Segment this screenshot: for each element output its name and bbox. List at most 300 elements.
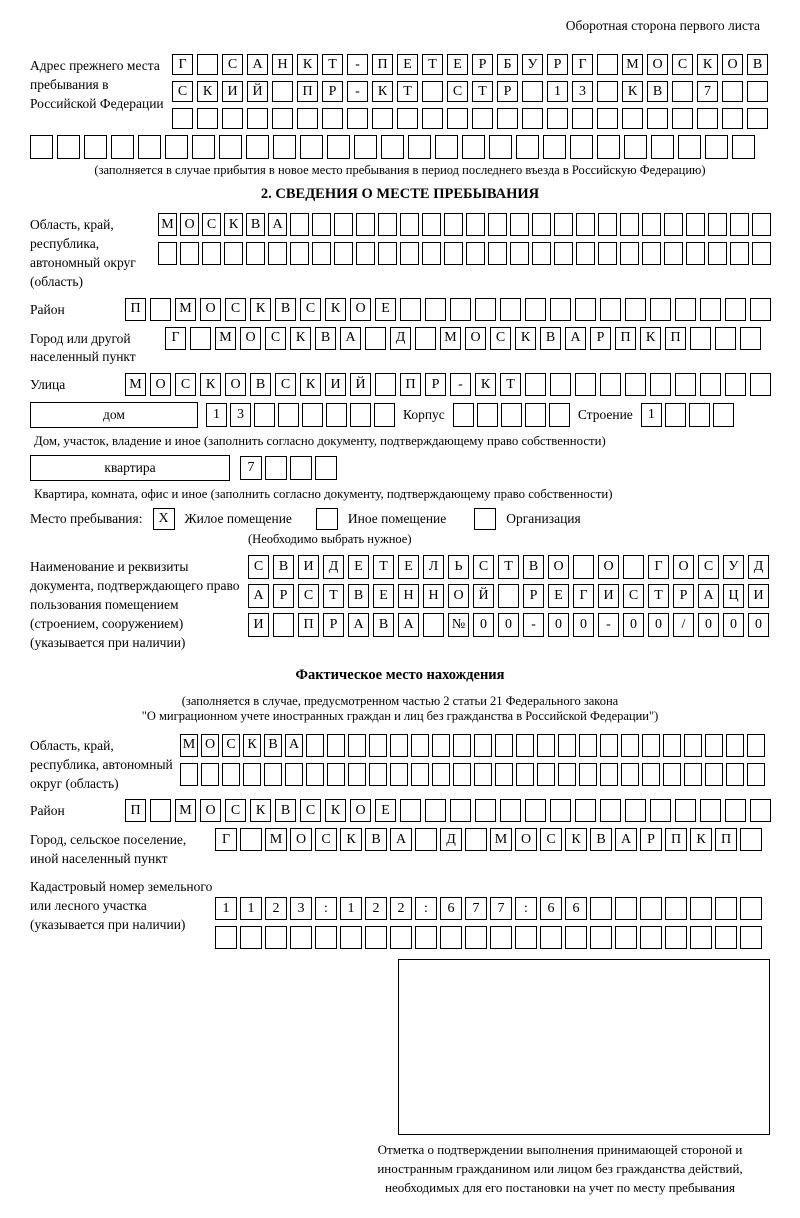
char-cell[interactable] [422, 108, 443, 129]
char-cell[interactable]: 2 [365, 897, 387, 920]
char-cell[interactable]: 1 [240, 897, 262, 920]
char-cell[interactable] [243, 763, 261, 786]
char-cell[interactable] [730, 213, 749, 236]
char-cell[interactable]: Р [640, 828, 662, 851]
char-cell[interactable]: 0 [723, 613, 744, 637]
char-cell[interactable]: О [548, 555, 569, 579]
char-cell[interactable] [740, 926, 762, 949]
char-cell[interactable]: А [698, 584, 719, 608]
char-cell[interactable]: О [350, 799, 371, 822]
char-cell[interactable]: Т [397, 81, 418, 102]
char-cell[interactable] [621, 763, 639, 786]
char-cell[interactable]: Ц [723, 584, 744, 608]
char-cell[interactable]: Г [165, 327, 186, 350]
char-cell[interactable]: К [200, 373, 221, 396]
char-cell[interactable]: К [475, 373, 496, 396]
char-cell[interactable] [715, 897, 737, 920]
char-cell[interactable] [597, 135, 620, 159]
char-cell[interactable] [686, 213, 705, 236]
char-cell[interactable] [475, 799, 496, 822]
char-cell[interactable]: : [415, 897, 437, 920]
char-cell[interactable] [590, 897, 612, 920]
char-cell[interactable] [597, 108, 618, 129]
char-cell[interactable] [715, 327, 736, 350]
char-cell[interactable] [615, 897, 637, 920]
char-cell[interactable] [374, 403, 395, 427]
char-cell[interactable] [705, 135, 728, 159]
char-cell[interactable]: К [690, 828, 712, 851]
char-cell[interactable] [246, 242, 265, 265]
char-cell[interactable] [444, 213, 463, 236]
char-cell[interactable]: О [200, 799, 221, 822]
char-cell[interactable]: Й [473, 584, 494, 608]
char-cell[interactable]: М [180, 734, 198, 757]
char-cell[interactable] [327, 734, 345, 757]
organization-checkbox[interactable] [474, 508, 496, 530]
char-cell[interactable] [550, 298, 571, 321]
char-cell[interactable]: 1 [215, 897, 237, 920]
char-cell[interactable] [264, 763, 282, 786]
char-cell[interactable]: К [197, 81, 218, 102]
char-cell[interactable] [290, 926, 312, 949]
char-cell[interactable] [740, 897, 762, 920]
char-cell[interactable]: 7 [697, 81, 718, 102]
char-cell[interactable] [747, 81, 768, 102]
char-cell[interactable] [575, 373, 596, 396]
char-cell[interactable] [705, 734, 723, 757]
char-cell[interactable] [327, 763, 345, 786]
char-cell[interactable] [740, 828, 762, 851]
char-cell[interactable]: А [285, 734, 303, 757]
char-cell[interactable] [240, 828, 262, 851]
char-cell[interactable]: Е [548, 584, 569, 608]
char-cell[interactable]: Т [373, 555, 394, 579]
char-cell[interactable] [400, 242, 419, 265]
char-cell[interactable]: № [448, 613, 469, 637]
char-cell[interactable] [462, 135, 485, 159]
char-cell[interactable] [747, 108, 768, 129]
char-cell[interactable] [197, 54, 218, 75]
char-cell[interactable] [543, 135, 566, 159]
char-cell[interactable] [453, 763, 471, 786]
char-cell[interactable] [411, 734, 429, 757]
char-cell[interactable] [84, 135, 107, 159]
char-cell[interactable] [356, 213, 375, 236]
char-cell[interactable]: Н [423, 584, 444, 608]
char-cell[interactable]: Р [523, 584, 544, 608]
char-cell[interactable]: Р [323, 613, 344, 637]
char-cell[interactable]: А [348, 613, 369, 637]
char-cell[interactable]: А [248, 584, 269, 608]
char-cell[interactable]: С [225, 799, 246, 822]
char-cell[interactable]: О [290, 828, 312, 851]
char-cell[interactable]: В [264, 734, 282, 757]
char-cell[interactable] [579, 734, 597, 757]
char-cell[interactable] [423, 613, 444, 637]
char-cell[interactable] [672, 108, 693, 129]
char-cell[interactable] [576, 213, 595, 236]
char-cell[interactable] [465, 828, 487, 851]
char-cell[interactable] [400, 799, 421, 822]
house-type-box[interactable]: дом [30, 402, 198, 428]
char-cell[interactable]: Н [272, 54, 293, 75]
char-cell[interactable]: Д [323, 555, 344, 579]
char-cell[interactable] [732, 135, 755, 159]
char-cell[interactable] [268, 242, 287, 265]
char-cell[interactable] [598, 242, 617, 265]
char-cell[interactable]: П [298, 613, 319, 637]
char-cell[interactable] [306, 763, 324, 786]
char-cell[interactable]: С [172, 81, 193, 102]
char-cell[interactable] [415, 828, 437, 851]
char-cell[interactable] [246, 135, 269, 159]
char-cell[interactable] [435, 135, 458, 159]
char-cell[interactable] [615, 926, 637, 949]
char-cell[interactable]: М [490, 828, 512, 851]
char-cell[interactable] [665, 897, 687, 920]
char-cell[interactable] [422, 81, 443, 102]
char-cell[interactable]: Р [425, 373, 446, 396]
char-cell[interactable]: 1 [340, 897, 362, 920]
char-cell[interactable] [150, 799, 171, 822]
char-cell[interactable] [678, 135, 701, 159]
char-cell[interactable]: В [373, 613, 394, 637]
char-cell[interactable]: О [722, 54, 743, 75]
char-cell[interactable] [477, 403, 498, 427]
char-cell[interactable] [222, 763, 240, 786]
char-cell[interactable]: Е [348, 555, 369, 579]
char-cell[interactable]: С [175, 373, 196, 396]
char-cell[interactable]: К [243, 734, 261, 757]
char-cell[interactable] [663, 763, 681, 786]
char-cell[interactable]: М [158, 213, 177, 236]
char-cell[interactable]: 7 [465, 897, 487, 920]
char-cell[interactable]: К [290, 327, 311, 350]
char-cell[interactable]: П [400, 373, 421, 396]
char-cell[interactable] [620, 242, 639, 265]
char-cell[interactable] [138, 135, 161, 159]
char-cell[interactable]: В [523, 555, 544, 579]
char-cell[interactable]: В [273, 555, 294, 579]
char-cell[interactable] [350, 403, 371, 427]
char-cell[interactable]: С [298, 584, 319, 608]
char-cell[interactable]: У [723, 555, 744, 579]
char-cell[interactable]: В [747, 54, 768, 75]
char-cell[interactable] [375, 373, 396, 396]
char-cell[interactable] [650, 799, 671, 822]
char-cell[interactable] [369, 734, 387, 757]
char-cell[interactable] [247, 108, 268, 129]
char-cell[interactable] [554, 242, 573, 265]
char-cell[interactable] [215, 926, 237, 949]
char-cell[interactable]: 7 [490, 897, 512, 920]
char-cell[interactable] [565, 926, 587, 949]
char-cell[interactable]: Ь [448, 555, 469, 579]
char-cell[interactable]: Р [497, 81, 518, 102]
char-cell[interactable] [290, 213, 309, 236]
char-cell[interactable] [327, 135, 350, 159]
char-cell[interactable] [397, 108, 418, 129]
char-cell[interactable] [664, 242, 683, 265]
char-cell[interactable]: Л [423, 555, 444, 579]
char-cell[interactable]: В [275, 799, 296, 822]
char-cell[interactable] [240, 926, 262, 949]
char-cell[interactable] [697, 108, 718, 129]
char-cell[interactable]: К [297, 54, 318, 75]
char-cell[interactable] [622, 108, 643, 129]
char-cell[interactable] [747, 763, 765, 786]
char-cell[interactable] [550, 799, 571, 822]
char-cell[interactable] [525, 373, 546, 396]
char-cell[interactable] [453, 403, 474, 427]
char-cell[interactable]: - [347, 81, 368, 102]
char-cell[interactable]: В [275, 298, 296, 321]
char-cell[interactable]: О [647, 54, 668, 75]
residential-checkbox[interactable]: X [153, 508, 175, 530]
char-cell[interactable] [30, 135, 53, 159]
char-cell[interactable] [730, 242, 749, 265]
char-cell[interactable]: С [540, 828, 562, 851]
char-cell[interactable]: 0 [473, 613, 494, 637]
char-cell[interactable] [650, 298, 671, 321]
char-cell[interactable] [192, 135, 215, 159]
char-cell[interactable]: К [224, 213, 243, 236]
char-cell[interactable] [180, 763, 198, 786]
char-cell[interactable]: А [268, 213, 287, 236]
char-cell[interactable] [510, 213, 529, 236]
char-cell[interactable]: 3 [290, 897, 312, 920]
char-cell[interactable]: А [398, 613, 419, 637]
char-cell[interactable]: И [298, 555, 319, 579]
char-cell[interactable]: В [647, 81, 668, 102]
char-cell[interactable]: С [222, 734, 240, 757]
char-cell[interactable] [224, 242, 243, 265]
char-cell[interactable] [315, 926, 337, 949]
char-cell[interactable]: 6 [440, 897, 462, 920]
char-cell[interactable] [466, 242, 485, 265]
char-cell[interactable]: С [202, 213, 221, 236]
char-cell[interactable]: Г [573, 584, 594, 608]
char-cell[interactable]: С [248, 555, 269, 579]
char-cell[interactable] [558, 763, 576, 786]
char-cell[interactable]: 1 [547, 81, 568, 102]
char-cell[interactable]: С [490, 327, 511, 350]
char-cell[interactable] [690, 327, 711, 350]
char-cell[interactable] [158, 242, 177, 265]
char-cell[interactable] [690, 926, 712, 949]
char-cell[interactable]: М [265, 828, 287, 851]
char-cell[interactable] [422, 213, 441, 236]
char-cell[interactable] [708, 242, 727, 265]
char-cell[interactable] [621, 734, 639, 757]
char-cell[interactable]: Д [440, 828, 462, 851]
char-cell[interactable] [722, 81, 743, 102]
char-cell[interactable]: О [180, 213, 199, 236]
char-cell[interactable] [700, 298, 721, 321]
char-cell[interactable] [600, 734, 618, 757]
char-cell[interactable] [180, 242, 199, 265]
other-premises-checkbox[interactable] [316, 508, 338, 530]
char-cell[interactable]: В [348, 584, 369, 608]
confirmation-mark-box[interactable] [398, 959, 770, 1135]
char-cell[interactable] [715, 926, 737, 949]
char-cell[interactable]: С [672, 54, 693, 75]
char-cell[interactable]: П [665, 327, 686, 350]
char-cell[interactable] [752, 213, 771, 236]
char-cell[interactable]: 7 [240, 456, 262, 480]
char-cell[interactable]: Д [748, 555, 769, 579]
char-cell[interactable] [273, 613, 294, 637]
char-cell[interactable] [576, 242, 595, 265]
char-cell[interactable] [450, 298, 471, 321]
char-cell[interactable] [663, 734, 681, 757]
char-cell[interactable]: - [598, 613, 619, 637]
char-cell[interactable] [312, 213, 331, 236]
char-cell[interactable] [690, 897, 712, 920]
char-cell[interactable] [474, 763, 492, 786]
char-cell[interactable] [573, 555, 594, 579]
char-cell[interactable]: Т [472, 81, 493, 102]
char-cell[interactable] [57, 135, 80, 159]
char-cell[interactable] [642, 734, 660, 757]
stay-option-other[interactable] [316, 508, 446, 530]
char-cell[interactable] [515, 926, 537, 949]
char-cell[interactable]: : [515, 897, 537, 920]
char-cell[interactable]: В [540, 327, 561, 350]
char-cell[interactable]: Й [247, 81, 268, 102]
char-cell[interactable]: Т [498, 555, 519, 579]
char-cell[interactable] [525, 403, 546, 427]
char-cell[interactable]: О [673, 555, 694, 579]
char-cell[interactable] [348, 734, 366, 757]
char-cell[interactable]: К [515, 327, 536, 350]
char-cell[interactable] [579, 763, 597, 786]
char-cell[interactable]: О [515, 828, 537, 851]
char-cell[interactable] [540, 926, 562, 949]
char-cell[interactable] [340, 926, 362, 949]
char-cell[interactable]: Г [172, 54, 193, 75]
char-cell[interactable] [700, 799, 721, 822]
char-cell[interactable]: О [448, 584, 469, 608]
char-cell[interactable]: О [201, 734, 219, 757]
char-cell[interactable]: С [300, 799, 321, 822]
stay-option-organization[interactable] [474, 508, 580, 530]
char-cell[interactable] [488, 213, 507, 236]
stay-option-residential[interactable] [153, 508, 292, 530]
char-cell[interactable]: И [222, 81, 243, 102]
char-cell[interactable] [689, 403, 710, 427]
char-cell[interactable]: 3 [572, 81, 593, 102]
char-cell[interactable]: А [390, 828, 412, 851]
char-cell[interactable] [620, 213, 639, 236]
char-cell[interactable] [432, 763, 450, 786]
char-cell[interactable]: 2 [390, 897, 412, 920]
char-cell[interactable] [334, 242, 353, 265]
char-cell[interactable]: С [225, 298, 246, 321]
char-cell[interactable]: - [523, 613, 544, 637]
char-cell[interactable]: 0 [748, 613, 769, 637]
char-cell[interactable] [726, 734, 744, 757]
char-cell[interactable]: Е [397, 54, 418, 75]
char-cell[interactable]: Е [375, 799, 396, 822]
char-cell[interactable]: В [246, 213, 265, 236]
char-cell[interactable]: С [265, 327, 286, 350]
char-cell[interactable]: - [347, 54, 368, 75]
char-cell[interactable]: О [240, 327, 261, 350]
char-cell[interactable]: М [215, 327, 236, 350]
char-cell[interactable]: П [125, 799, 146, 822]
char-cell[interactable] [498, 584, 519, 608]
char-cell[interactable] [400, 213, 419, 236]
char-cell[interactable]: Т [648, 584, 669, 608]
char-cell[interactable] [302, 403, 323, 427]
char-cell[interactable] [623, 555, 644, 579]
char-cell[interactable]: 0 [573, 613, 594, 637]
char-cell[interactable] [272, 108, 293, 129]
char-cell[interactable] [572, 108, 593, 129]
char-cell[interactable] [726, 763, 744, 786]
char-cell[interactable]: А [615, 828, 637, 851]
char-cell[interactable] [752, 242, 771, 265]
char-cell[interactable]: / [673, 613, 694, 637]
char-cell[interactable] [705, 763, 723, 786]
char-cell[interactable]: Д [390, 327, 411, 350]
char-cell[interactable] [597, 54, 618, 75]
char-cell[interactable]: К [250, 799, 271, 822]
char-cell[interactable] [675, 799, 696, 822]
char-cell[interactable] [600, 763, 618, 786]
char-cell[interactable]: А [247, 54, 268, 75]
char-cell[interactable] [254, 403, 275, 427]
char-cell[interactable]: О [150, 373, 171, 396]
char-cell[interactable] [684, 734, 702, 757]
char-cell[interactable]: Т [500, 373, 521, 396]
char-cell[interactable] [381, 135, 404, 159]
char-cell[interactable]: К [565, 828, 587, 851]
char-cell[interactable] [172, 108, 193, 129]
char-cell[interactable] [290, 456, 312, 480]
char-cell[interactable]: К [325, 298, 346, 321]
char-cell[interactable]: 0 [548, 613, 569, 637]
char-cell[interactable]: Н [398, 584, 419, 608]
char-cell[interactable]: В [315, 327, 336, 350]
char-cell[interactable] [537, 763, 555, 786]
char-cell[interactable]: 1 [206, 403, 227, 427]
char-cell[interactable]: К [325, 799, 346, 822]
char-cell[interactable] [322, 108, 343, 129]
char-cell[interactable] [600, 373, 621, 396]
char-cell[interactable] [554, 213, 573, 236]
char-cell[interactable]: 2 [265, 897, 287, 920]
char-cell[interactable] [525, 298, 546, 321]
char-cell[interactable]: Т [322, 54, 343, 75]
char-cell[interactable] [747, 734, 765, 757]
char-cell[interactable] [411, 763, 429, 786]
char-cell[interactable] [740, 327, 761, 350]
char-cell[interactable] [522, 108, 543, 129]
char-cell[interactable]: О [200, 298, 221, 321]
char-cell[interactable] [297, 108, 318, 129]
char-cell[interactable] [684, 763, 702, 786]
char-cell[interactable]: 0 [498, 613, 519, 637]
char-cell[interactable]: П [665, 828, 687, 851]
char-cell[interactable]: К [640, 327, 661, 350]
char-cell[interactable] [722, 108, 743, 129]
char-cell[interactable] [306, 734, 324, 757]
char-cell[interactable] [453, 734, 471, 757]
char-cell[interactable] [713, 403, 734, 427]
char-cell[interactable] [725, 298, 746, 321]
